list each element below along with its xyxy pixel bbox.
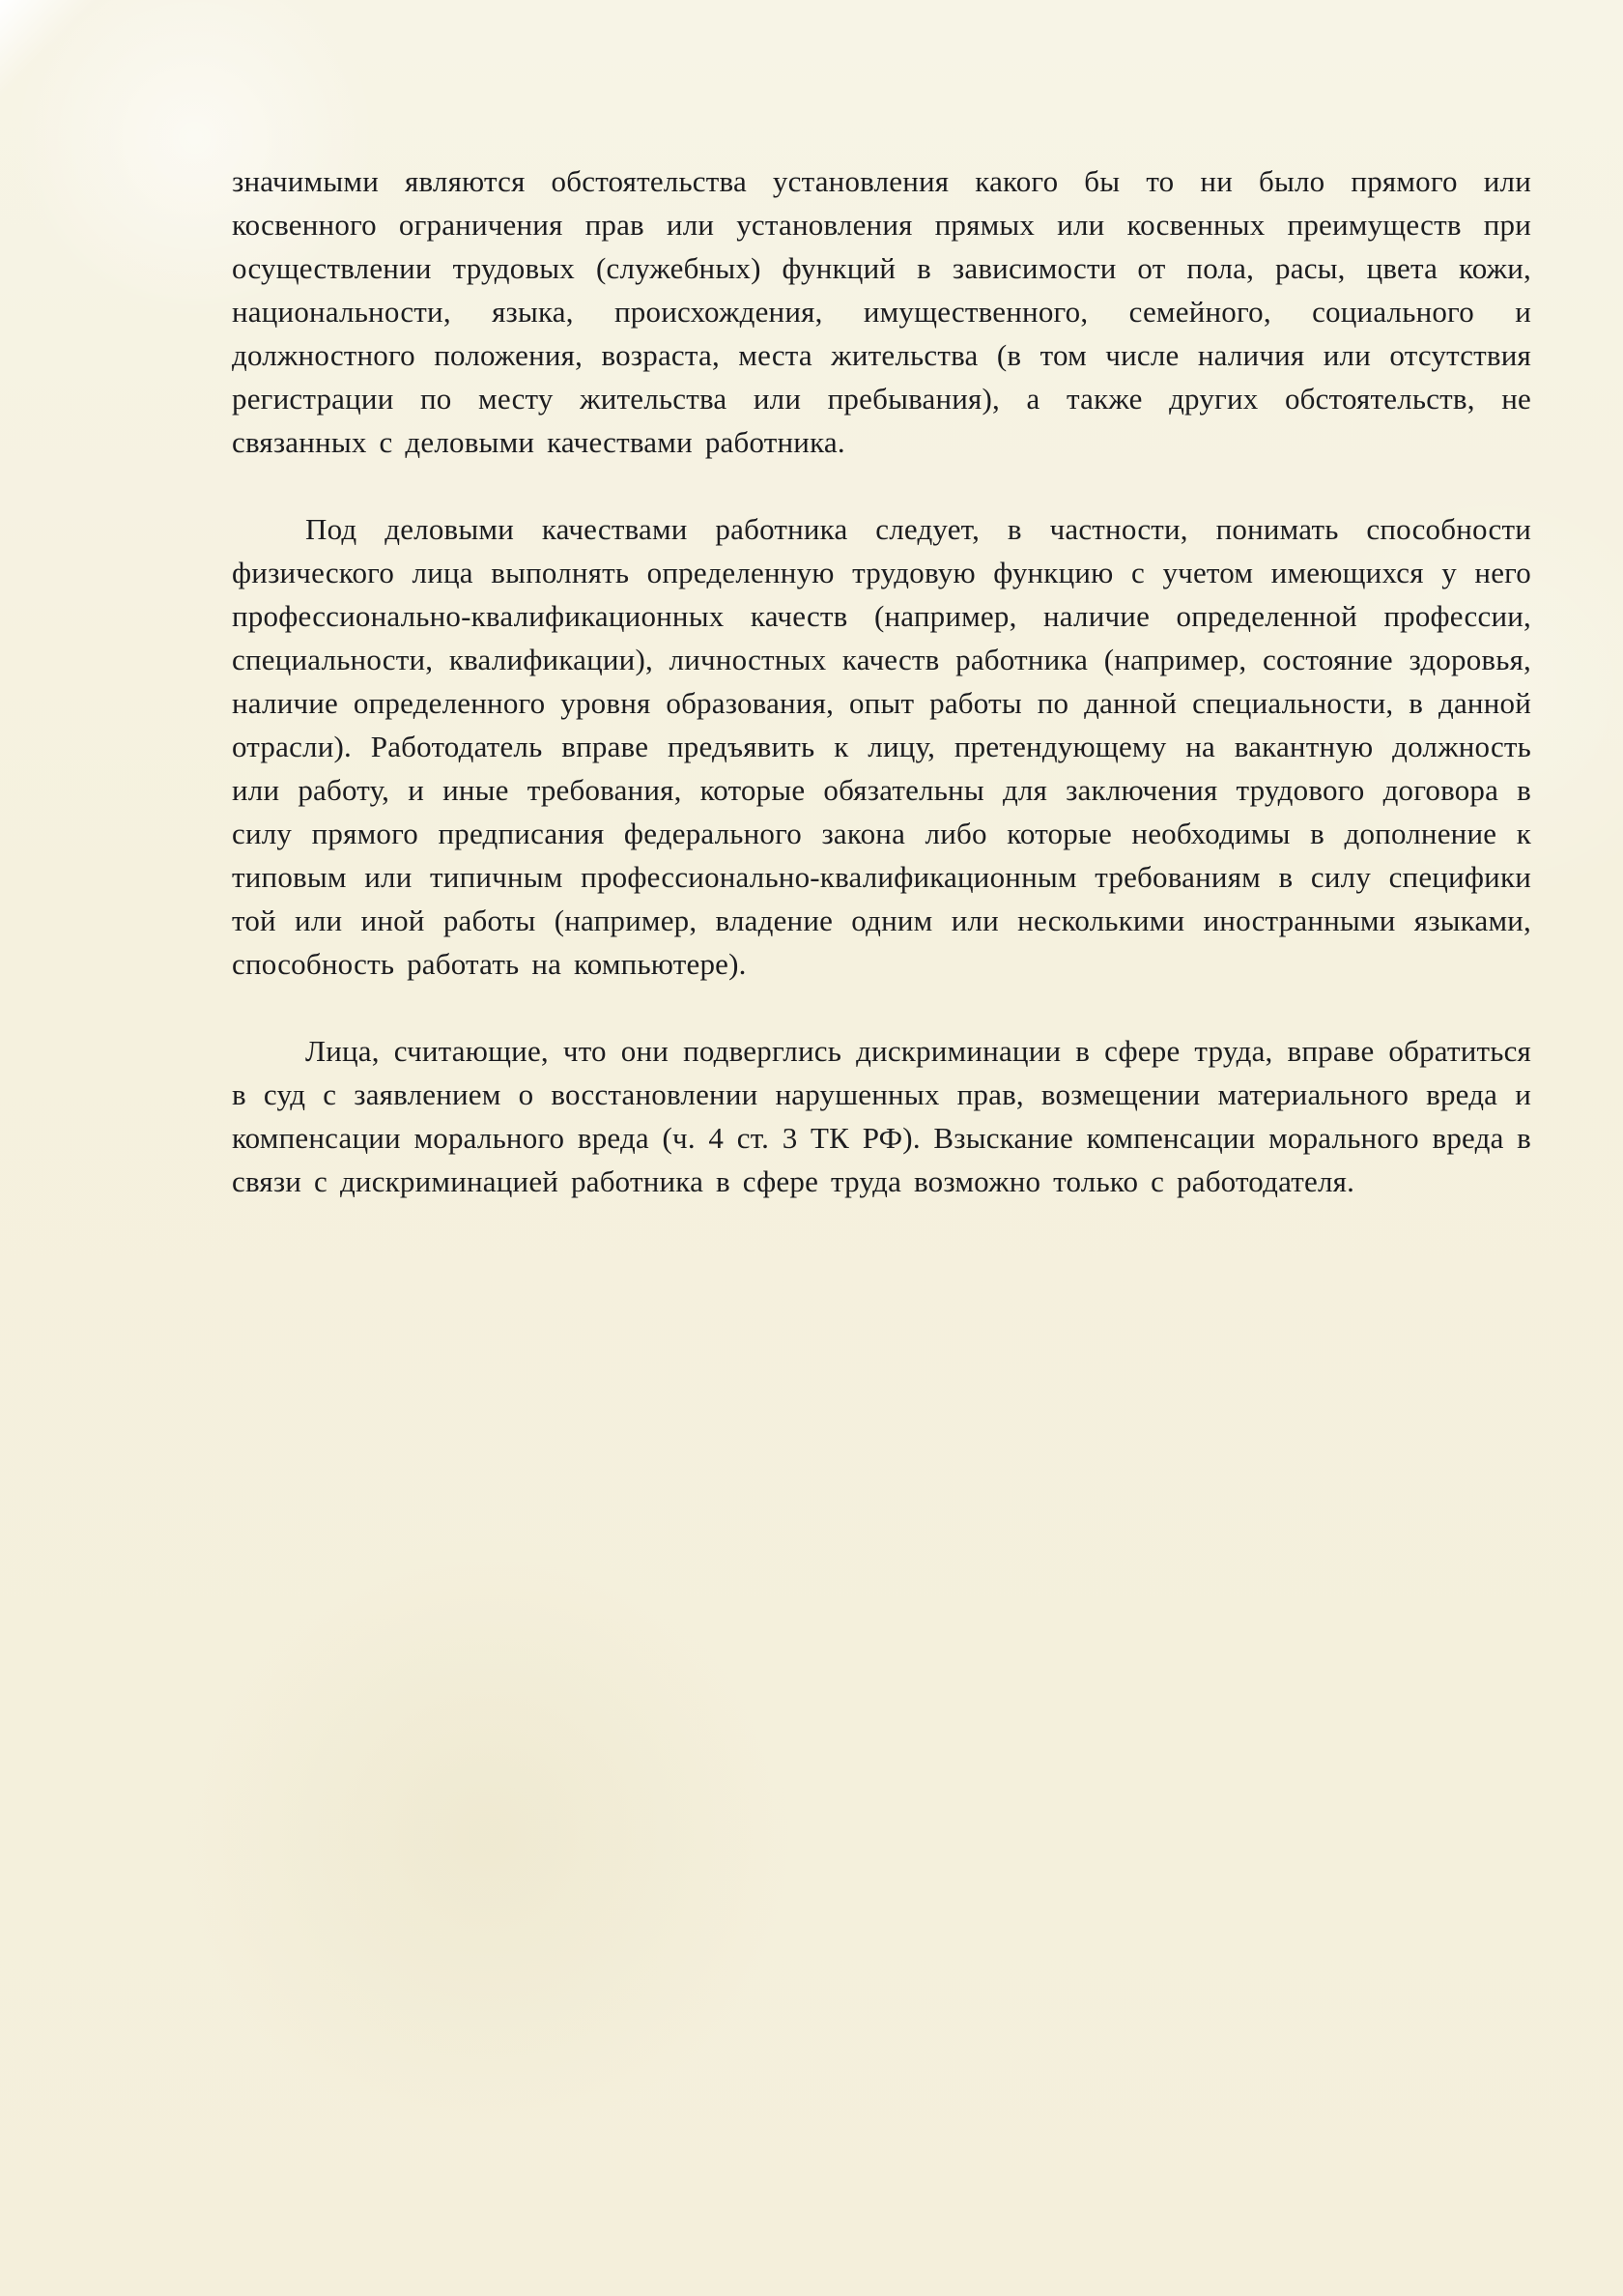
paragraph-court-remedies: Лица, считающие, что они подверглись дискриминации в сфере труда, вправе обратиться в суд с заявлением о восстановлении нарушенных прав, возмещении материального вреда и компенсации морального вреда (ч. 4 ст. 3 ТК РФ). Взыскание компенсации морального вреда в связи с дискриминацией работника в сфере труда возможно только с работодателя. [232,1034,1531,1198]
document-body-text [232,159,1531,1203]
paragraph-business-qualities-definition: Под деловыми качествами работника следует, в частности, понимать способности физического лица выполнять определенную трудовую функцию с учетом имеющихся у него профессионально-квалификационных качеств (например, наличие определенной профессии, специальности, квалификации), личностных качеств работника (например, состояние здоровья, наличие определенного уровня образования, опыт работы по данной специальности, в данной отрасли). Работодатель вправе предъявить к лицу, претендующему на вакантную должность или работу, и иные требования, которые обязательны для заключения трудового договора в силу прямого предписания федерального закона либо которые необходимы в дополнение к типовым или типичным профессионально-квалификационным требованиям в силу специфики той или иной работы (например, владение одним или несколькими иностранными языками, способность работать на компьютере). [232,512,1531,981]
paragraph-discrimination-circumstances: значимыми являются обстоятельства установления какого бы то ни было прямого или косвенного ограничения прав или установления прямых или косвенных преимуществ при осуществлении трудовых (служебных) функций в зависимости от пола, расы, цвета кожи, национальности, языка, происхождения, имущественного, семейного, социального и должностного положения, возраста, места жительства (в том числе наличия или отсутствия регистрации по месту жительства или пребывания), а также других обстоятельств, не связанных с деловыми качествами работника. [232,164,1531,459]
